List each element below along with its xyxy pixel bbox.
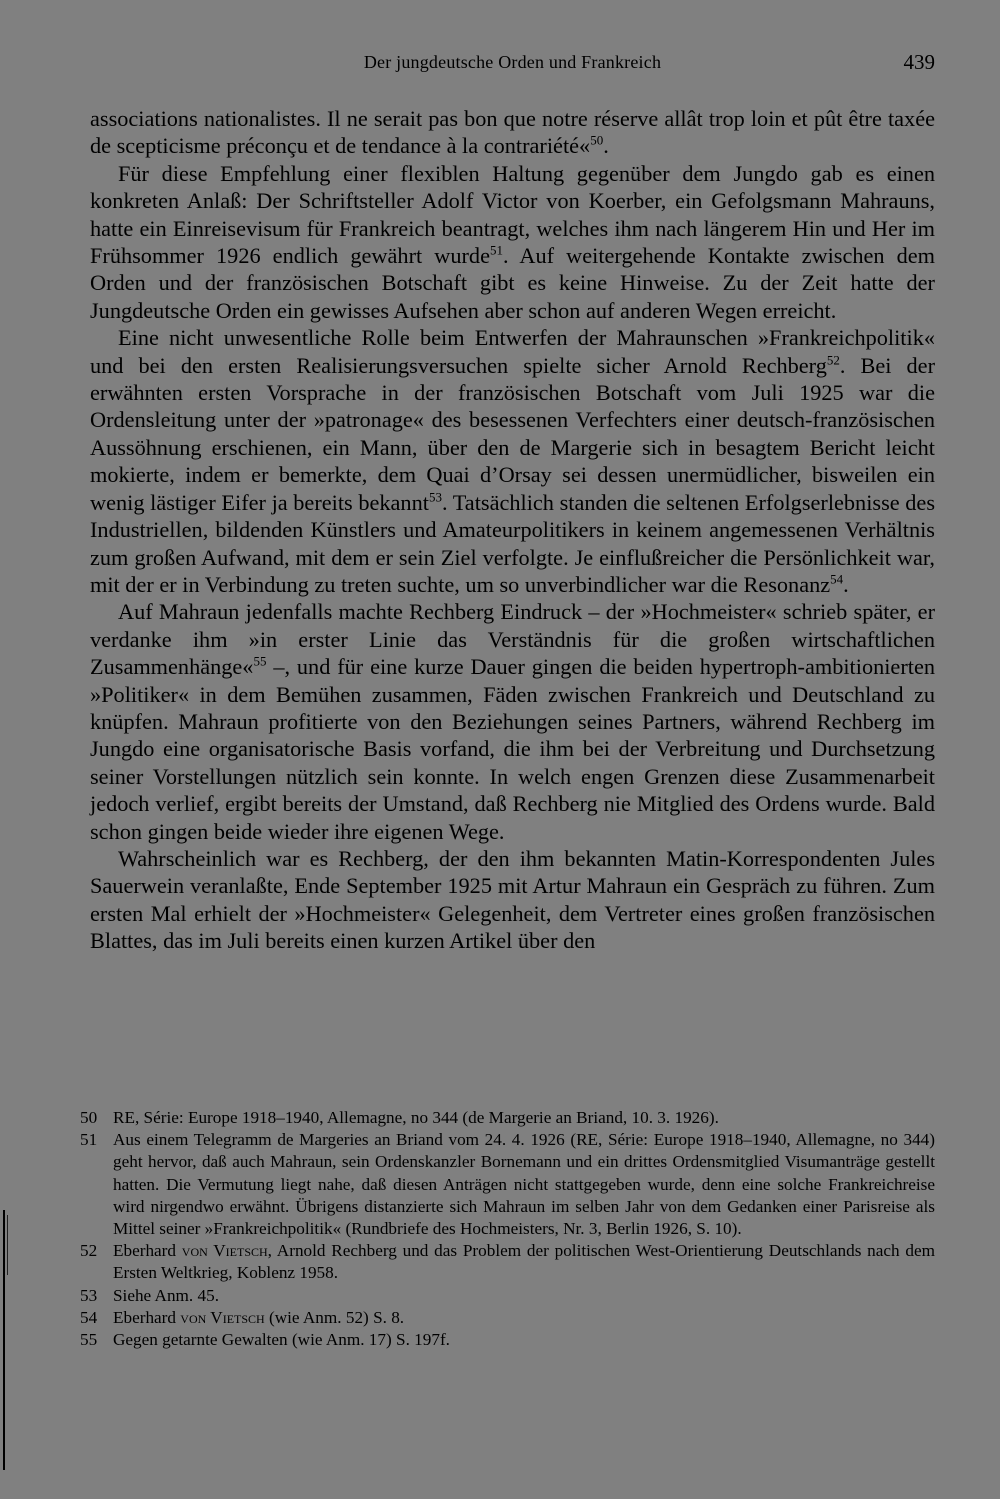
text-run: .	[843, 571, 849, 597]
text-run: Wahrscheinlich war es Rechberg, der den ihm bekannten Matin-Korrespondenten Jules Sauerwein veranlaßte, Ende September 1925 mit Artur Mahraun ein Gespräch zu führen. Zum ersten Mal erhielt der »Hochmeister« Gelegenheit, dem Vertreter eines großen französischen Blattes, das im Juli bereits einen kurzen Artikel über den	[90, 845, 935, 954]
text-run: Eberhard	[113, 1241, 182, 1261]
footnote-reference: 52	[826, 352, 840, 368]
text-run: . Tatsächlich standen die seltenen Erfolgserlebnisse des Industriellen, bildenden Künstlers und Amateurpolitikers in keinem angemessenen Verhältnis zum großen Aufwand, mit dem er sein Ziel verfolgte. Je einflußreicher die Persönlichkeit war, mit der er in Verbindung zu treten suchte, um so unverbindlicher war die Resonanz	[90, 489, 936, 597]
footnote	[80, 1129, 935, 1240]
text-run: Siehe Anm. 45.	[113, 1285, 219, 1305]
text-run: , Arnold Rechberg und das Problem der politischen West-Orientierung Deutschlands nach dem Ersten Weltkrieg, Koblenz 1958.	[113, 1241, 935, 1283]
footnote-number: 54	[80, 1307, 98, 1327]
author-surname: von Vietsch	[181, 1241, 268, 1261]
text-run: . Auf weitergehende Kontakte zwischen dem Orden und der französischen Botschaft gibt es keine Hinweise. Zu der Zeit hatte der Jungdeutsche Orden ein gewisses Aufsehen aber schon auf anderen Wegen erreicht.	[90, 243, 935, 323]
footnote	[80, 1329, 935, 1351]
footnote	[80, 1240, 935, 1284]
scan-edge-mark-secondary	[7, 1215, 8, 1275]
page-number: 439	[903, 50, 935, 74]
paragraph	[90, 845, 935, 955]
footnote-text	[113, 1285, 935, 1307]
text-run: RE, Série: Europe 1918–1940, Allemagne, no 344 (de Margerie an Briand, 10. 3. 1926).	[113, 1108, 719, 1127]
running-title: Der jungdeutsche Orden und Frankreich	[363, 52, 662, 72]
footnote-number: 55	[80, 1330, 98, 1350]
footnote-number: 53	[80, 1285, 98, 1305]
paragraph	[90, 160, 935, 324]
footnote	[80, 1107, 935, 1129]
text-run: .	[603, 133, 609, 159]
text-run: Eberhard	[113, 1307, 181, 1327]
text-run: Aus einem Telegramm de Margeries an Briand vom 24. 4. 1926 (RE, Série: Europe 1918–1940, Allemagne, no 344) geht hervor, daß auch Mahraun, sein Ordenskanzler Bornemann und ein drittes Ordensmitglied Visumanträge gestellt hatten. Die Vermutung liegt nahe, daß diesen Anträgen nicht stattgegeben wurde, denn eine solche Frankreichreise wird nirgendwo erwähnt. Übrigens distanzierte sich Mahraun im selben Jahr von dem Gedanken einer Parisreise als Mittel seiner »Frankreichpolitik« (Rundbriefe des Hochmeisters, Nr. 3, Berlin 1926, S. 10).	[113, 1130, 935, 1239]
text-run: Gegen getarnte Gewalten (wie Anm. 17) S. 197f.	[113, 1330, 450, 1350]
footnotes	[80, 1107, 935, 1351]
text-run: (wie Anm. 52) S. 8.	[264, 1307, 405, 1327]
footnote	[80, 1307, 935, 1329]
footnote-text	[113, 1129, 935, 1240]
paragraph	[90, 598, 935, 845]
scan-edge-mark	[3, 1210, 5, 1470]
footnote-reference: 51	[489, 242, 503, 258]
paragraph	[90, 324, 935, 598]
footnote-number: 52	[80, 1241, 98, 1261]
footnote-number: 51	[80, 1130, 98, 1150]
footnote-reference: 50	[590, 132, 604, 148]
text-run: Auf Mahraun jedenfalls machte Rechberg Eindruck – der »Hochmeister« schrieb später, er verdanke ihm »in erster Linie das Verständnis für die großen wirtschaftlichen Zusammenhänge«	[90, 599, 935, 680]
footnote-reference: 53	[428, 489, 442, 505]
footnote-reference: 55	[253, 653, 267, 669]
footnote	[80, 1285, 935, 1307]
paragraph	[90, 105, 935, 160]
footnote-reference: 54	[830, 571, 844, 587]
text-run: . Bei der erwähnten ersten Vorsprache in der französischen Botschaft vom Juli 1925 war die Ordensleitung unter der »patronage« des besessenen Verfechters einer deutsch-französischen Aussöhnung erschienen, ein Mann, über den de Margerie sich in besagtem Bericht leicht mokierte, indem er bemerkte, dem Quai d’Orsay sei dessen unermüdlicher, bisweilen ein wenig lästiger Eifer ja bereits bekannt	[90, 352, 936, 515]
text-run: Eine nicht unwesentliche Rolle beim Entwerfen der Mahraunschen »Frankreichpolitik« und bei den ersten Realisierungsversuchen spielte sicher Arnold Rechberg	[90, 325, 935, 378]
footnote-number: 50	[80, 1108, 98, 1127]
text-run: Für diese Empfehlung einer flexiblen Haltung gegenüber dem Jungdo gab es einen konkreten Anlaß: Der Schriftsteller Adolf Victor von Koerber, ein Gefolgsmann Mahrauns, hatte ein Einreisevisum für Frankreich beantragt, welches ihm nach längerem Hin und Her im Frühsommer 1926 endlich gewährt wurde	[90, 160, 935, 269]
text-run: –, und für eine kurze Dauer gingen die beiden hypertroph-ambitionierten »Politiker« in dem Bemühen zusammen, Fäden zwischen Frankreich und Deutschland zu knüpfen. Mahraun profitierte von den Beziehungen seines Partners, während Rechberg im Jungdo eine organisatorische Basis vorfand, die ihm bei der Verbreitung und Durchsetzung seiner Vorstellungen nützlich sein konnte. In welch engen Grenzen diese Zusammenarbeit jedoch verlief, ergibt bereits der Umstand, daß Rechberg nie Mitglied des Ordens wurde. Bald schon gingen beide wieder ihre eigenen Wege.	[90, 654, 935, 844]
footnote-text	[113, 1240, 935, 1284]
footnote-text	[113, 1329, 935, 1351]
text-run: associations nationalistes. Il ne serait pas bon que notre réserve allât trop loin et pût être taxée de scepticisme préconçu et de tendance à la contrariété«	[90, 106, 935, 159]
footnote-text	[113, 1107, 935, 1129]
main-text	[90, 105, 935, 955]
author-surname: von Vietsch	[180, 1307, 265, 1327]
running-header	[90, 50, 935, 80]
footnote-text	[113, 1307, 935, 1329]
